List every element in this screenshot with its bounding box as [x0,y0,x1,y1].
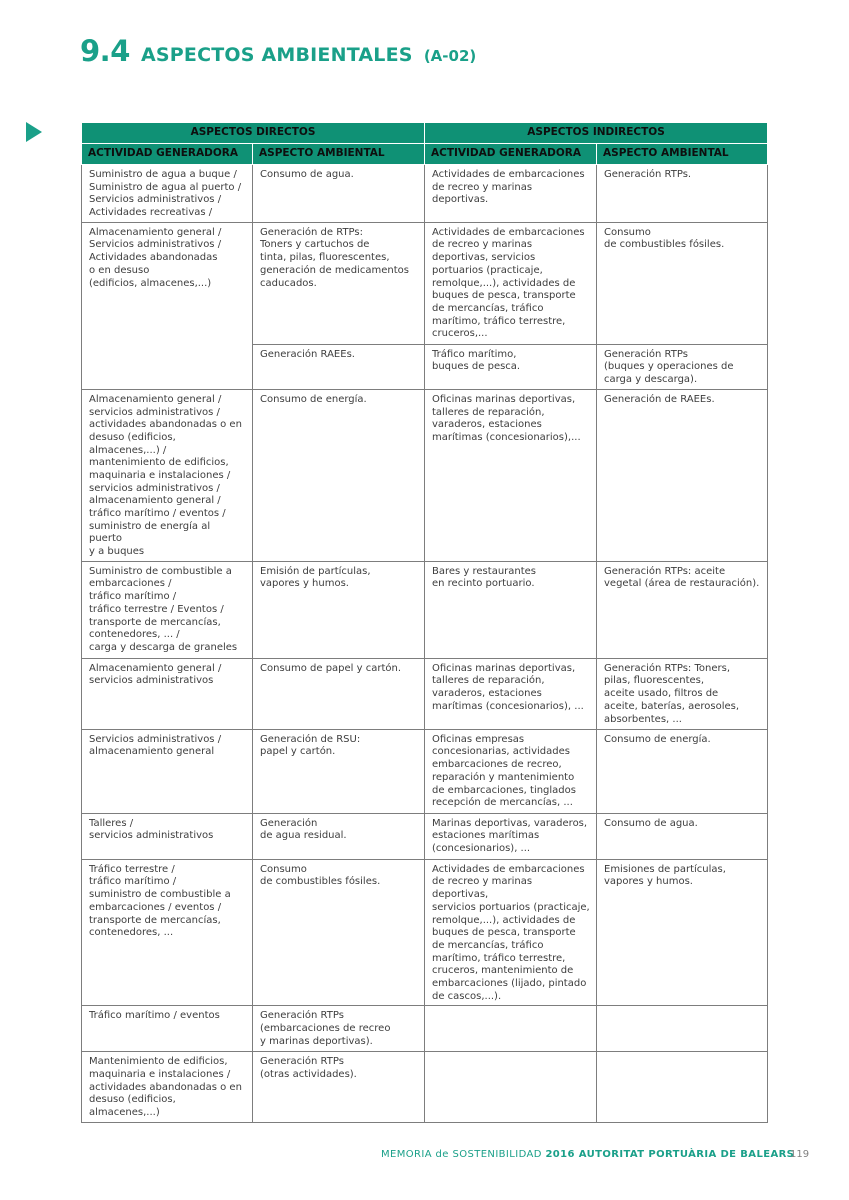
direct-activity-cell: Suministro de combustible a embarcaciones / tráfico marítimo / tráfico terrestre / Eventos / transporte de mercancías, contenedores, ... / carga y descarga de graneles [82,561,253,658]
table-row [82,729,768,813]
direct-aspect-cell: Consumo de combustibles fósiles. [253,859,425,1006]
direct-activity-cell: Tráfico marítimo / eventos [82,1006,253,1052]
column-header: ACTIVIDAD GENERADORA [82,144,253,165]
indirect-aspect-cell: Generación RTPs. [597,165,768,223]
direct-aspect-cell: Generación RTPs (embarcaciones de recreo y marinas deportivas). [253,1006,425,1052]
indirect-activity-cell: Bares y restaurantes en recinto portuario. [425,561,597,658]
column-header: ASPECTO AMBIENTAL [597,144,768,165]
section-title [80,34,476,66]
indirect-activity-cell [425,1052,597,1122]
indirect-aspect-cell: Consumo de combustibles fósiles. [597,222,768,344]
direct-activity-cell: Mantenimiento de edificios, maquinaria e instalaciones / actividades abandonadas o en desuso (edificios, almacenes,...) [82,1052,253,1122]
table-row [82,165,768,223]
indirect-activity-cell: Marinas deportivas, varaderos, estaciones marítimas (concesionarios), ... [425,813,597,859]
environmental-aspects-table [81,122,768,1123]
direct-activity-cell: Suministro de agua a buque / Suministro de agua al puerto / Servicios administrativos / Actividades recreativas / [82,165,253,223]
indirect-activity-cell: Tráfico marítimo, buques de pesca. [425,344,597,389]
table-row [82,813,768,859]
table-row [82,561,768,658]
indirect-activity-cell: Oficinas empresas concesionarias, actividades embarcaciones de recreo, reparación y mantenimiento de embarcaciones, tinglados recepción de mercancías, ... [425,729,597,813]
page-number: 119 [790,1149,810,1160]
table-row [82,1052,768,1122]
direct-activity-cell: Servicios administrativos / almacenamiento general [82,729,253,813]
indirect-aspect-cell: Generación de RAEEs. [597,389,768,561]
header-direct-aspects: ASPECTOS DIRECTOS [82,123,425,144]
section-title-text: ASPECTOS AMBIENTALES [141,44,413,66]
section-code: (A-02) [423,47,477,65]
indirect-aspect-cell: Generación RTPs: aceite vegetal (área de restauración). [597,561,768,658]
table-row [82,389,768,561]
direct-aspect-cell: Consumo de agua. [253,165,425,223]
footer-lead: MEMORIA de SOSTENIBILIDAD [381,1149,542,1160]
direct-aspect-cell: Generación de RTPs: Toners y cartuchos de tinta, pilas, fluorescentes, generación de medicamentos caducados. [253,222,425,344]
direct-aspect-cell: Generación RTPs (otras actividades). [253,1052,425,1122]
indirect-activity-cell: Actividades de embarcaciones de recreo y marinas deportivas, servicios portuarios (practicaje, remolque,...), actividades de buques de pesca, transporte de mercancías, tráfico marítimo, tráfico terrestre, cruceros,... [425,222,597,344]
indirect-aspect-cell [597,1052,768,1122]
header-indirect-aspects: ASPECTOS INDIRECTOS [425,123,768,144]
footer-org: 2016 AUTORITAT PORTUÀRIA DE BALEARS [545,1149,795,1160]
table-row [82,658,768,729]
indirect-aspect-cell: Generación RTPs (buques y operaciones de carga y descarga). [597,344,768,389]
indirect-activity-cell [425,1006,597,1052]
group-header-row [82,123,768,144]
direct-activity-cell: Almacenamiento general / servicios administrativos [82,658,253,729]
indirect-activity-cell: Oficinas marinas deportivas, talleres de reparación, varaderos, estaciones marítimas (concesionarios),... [425,389,597,561]
indirect-aspect-cell: Consumo de agua. [597,813,768,859]
table-row [82,1006,768,1052]
table-row [82,222,768,344]
direct-activity-cell: Tráfico terrestre / tráfico marítimo / suministro de combustible a embarcaciones / eventos / transporte de mercancías, contenedores, ... [82,859,253,1006]
direct-aspect-cell: Consumo de energía. [253,389,425,561]
direct-aspect-cell: Emisión de partículas, vapores y humos. [253,561,425,658]
indirect-activity-cell: Actividades de embarcaciones de recreo y marinas deportivas, servicios portuarios (practicaje, remolque,...), actividades de buques de pesca, transporte de mercancías, tráfico marítimo, tráfico terrestre, cruceros, mantenimiento de embarcaciones (lijado, pintado de cascos,...). [425,859,597,1006]
direct-aspect-cell: Generación de agua residual. [253,813,425,859]
indirect-aspect-cell: Emisiones de partículas, vapores y humos. [597,859,768,1006]
section-marker-arrow-icon [26,122,42,142]
direct-activity-cell: Talleres / servicios administrativos [82,813,253,859]
indirect-activity-cell: Oficinas marinas deportivas, talleres de reparación, varaderos, estaciones marítimas (concesionarios), ... [425,658,597,729]
indirect-aspect-cell: Generación RTPs: Toners, pilas, fluorescentes, aceite usado, filtros de aceite, baterías, aerosoles, absorbentes, ... [597,658,768,729]
direct-aspect-cell: Generación RAEEs. [253,344,425,389]
footer-publication [381,1149,794,1160]
direct-aspect-cell: Generación de RSU: papel y cartón. [253,729,425,813]
direct-activity-cell: Almacenamiento general / servicios administrativos / actividades abandonadas o en desuso (edificios, almacenes,...) / mantenimiento de edificios, maquinaria e instalaciones / servicios administrativos / almacenamiento general / tráfico marítimo / eventos / suministro de energía al puerto y a buques [82,389,253,561]
direct-aspect-cell: Consumo de papel y cartón. [253,658,425,729]
indirect-aspect-cell: Consumo de energía. [597,729,768,813]
direct-activity-cell: Almacenamiento general / Servicios administrativos / Actividades abandonadas o en desuso (edificios, almacenes,...) [82,222,253,389]
column-header: ACTIVIDAD GENERADORA [425,144,597,165]
column-header: ASPECTO AMBIENTAL [253,144,425,165]
column-header-row [82,144,768,165]
section-number: 9.4 [80,34,130,68]
indirect-aspect-cell [597,1006,768,1052]
table-row [82,859,768,1006]
indirect-activity-cell: Actividades de embarcaciones de recreo y marinas deportivas. [425,165,597,223]
